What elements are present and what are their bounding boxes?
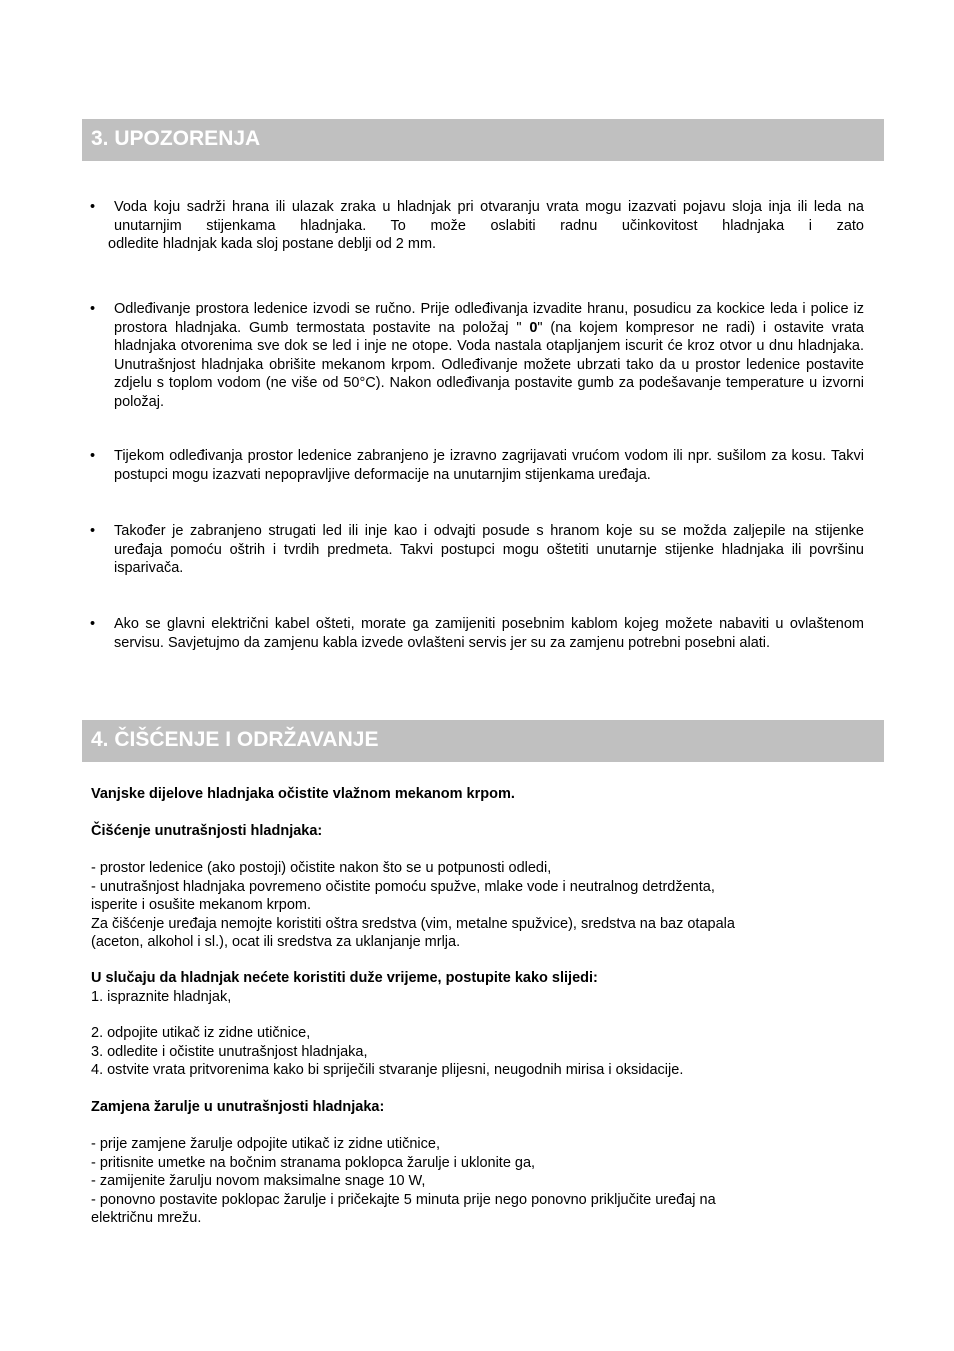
bullet-icon: •: [90, 199, 96, 215]
warning-item-1-text: Voda koju sadrži hrana ili ulazak zraka u hladnjak pri otvaranju vrata mogu izazvati pojavu sloja inja ili leda na unutarnjim stijenkama hladnjaka. To može oslabiti radnu učinkovitost hladnjaka i zato: [114, 199, 864, 234]
list-item: 3. odledite i očistite unutrašnjost hladnjaka,: [91, 1043, 368, 1060]
list-item: - unutrašnjost hladnjaka povremeno očistite pomoću spužve, mlake vode i neutralnog detrdženta,: [91, 878, 715, 895]
warning-item-5: [90, 615, 864, 652]
list-item: 2. odpojite utikač iz zidne utičnice,: [91, 1025, 311, 1041]
warning-item-4: [90, 522, 864, 578]
list-item: Za čišćenje uređaja nemojte koristiti oštra sredstva (vim, metalne spužvice), sredstva na baz otapala: [91, 915, 735, 932]
bulb-title: Zamjena žarulje u unutrašnjosti hladnjaka:: [91, 1099, 385, 1115]
section-4-title: 4. ČIŠĆENJE I ODRŽAVANJE: [91, 728, 379, 751]
list-item: - ponovno postavite poklopac žarulje i pričekajte 5 minuta prije nego ponovno priključite uređaj na: [91, 1191, 716, 1208]
list-item: (aceton, alkohol i sl.), ocat ili sredstva za uklanjanje mrlja.: [91, 934, 461, 950]
warning-item-2: [90, 300, 864, 411]
unused-title: U slučaju da hladnjak nećete koristiti duže vrijeme, postupite kako slijedi:: [91, 970, 598, 986]
warning-item-1-last-line: odledite hladnjak kada sloj postane deblji od 2 mm.: [108, 236, 437, 252]
bullet-icon: •: [90, 448, 96, 464]
bullet-icon: •: [90, 523, 96, 539]
bullet-icon: •: [90, 616, 96, 632]
interior-cleaning-list: [91, 859, 871, 952]
section-3-header: [82, 119, 884, 161]
warning-item-3: [90, 447, 864, 484]
list-item: - prije zamjene žarulje odpojite utikač iz zidne utičnice,: [91, 1136, 440, 1152]
list-item: - zamijenite žarulju novom maksimalne snage 10 W,: [91, 1173, 426, 1189]
list-item: - pritisnite umetke na bočnim stranama poklopca žarulje i uklonite ga,: [91, 1154, 536, 1171]
bulb-steps-list: [91, 1135, 871, 1228]
list-item: električnu mrežu.: [91, 1210, 202, 1226]
bullet-icon: •: [90, 301, 96, 317]
unused-step-1: 1. ispraznite hladnjak,: [91, 989, 232, 1005]
list-item: 4. ostvite vrata pritvorenima kako bi spriječili stvaranje plijesni, neugodnih mirisa i oksidacije.: [91, 1062, 684, 1078]
warning-item-1: [90, 198, 864, 254]
exterior-cleaning: Vanjske dijelove hladnjaka očistite vlažnom mekanom krpom.: [91, 786, 515, 802]
interior-cleaning-title: Čišćenje unutrašnjosti hladnjaka:: [91, 823, 323, 839]
list-item: - prostor ledenice (ako postoji) očistite nakon što se u potpunosti odledi,: [91, 860, 552, 876]
warning-item-5-text: Ako se glavni električni kabel ošteti, morate ga zamijeniti posebnim kablom kojeg možete nabaviti u ovlaštenom servisu. Savjetujmo da zamjenu kabla izvede ovlašteni servis jer su za zamjenu potrebni posebni alati.: [114, 616, 864, 651]
section-4-header: [82, 720, 884, 762]
list-item: isperite i osušite mekanom krpom.: [91, 897, 311, 913]
position-zero: 0: [529, 319, 538, 336]
warning-item-3-text: Tijekom odleđivanja prostor ledenice zabranjeno je izravno zagrijavati vrućom vodom ili npr. sušilom za kosu. Takvi postupci mogu izazvati nepopravljive deformacije na unutarnjim stijenkama uređaja.: [114, 448, 864, 483]
warning-item-2-text: Odleđivanje prostora ledenice izvodi se ručno. Prije odleđivanja izvadite hranu, posudicu za kockice leda i police iz prostora hladnjaka. Gumb termostata postavite na položaj " 0" (na kojem kompresor ne radi) i ostavite vrata hladnjaka otvorenima sve dok se led i inje ne otope. Voda nastala otapljanjem iscurit će kroz otvor u dnu hladnjaka. Unutrašnjost hladnjaka obrišite mekanom krpom. Odleđivanje možete ubrzati tako da u prostor ledenice postavite zdjelu s toplom vodom (ne više od 50°C). Nakon odleđivanja postavite gumb za podešavanje temperature u izvorni položaj.: [114, 301, 864, 410]
unused-steps-list: [91, 1024, 871, 1080]
warning-item-4-text: Također je zabranjeno strugati led ili inje kao i odvajti posude s hranom koje su se možda zaljepile na stijenke uređaja pomoću oštrih i tvrdih predmeta. Takvi postupci mogu oštetiti unutarnje stijenke hladnjaka ili površinu isparivača.: [114, 523, 864, 576]
section-3-title: 3. UPOZORENJA: [91, 127, 261, 150]
